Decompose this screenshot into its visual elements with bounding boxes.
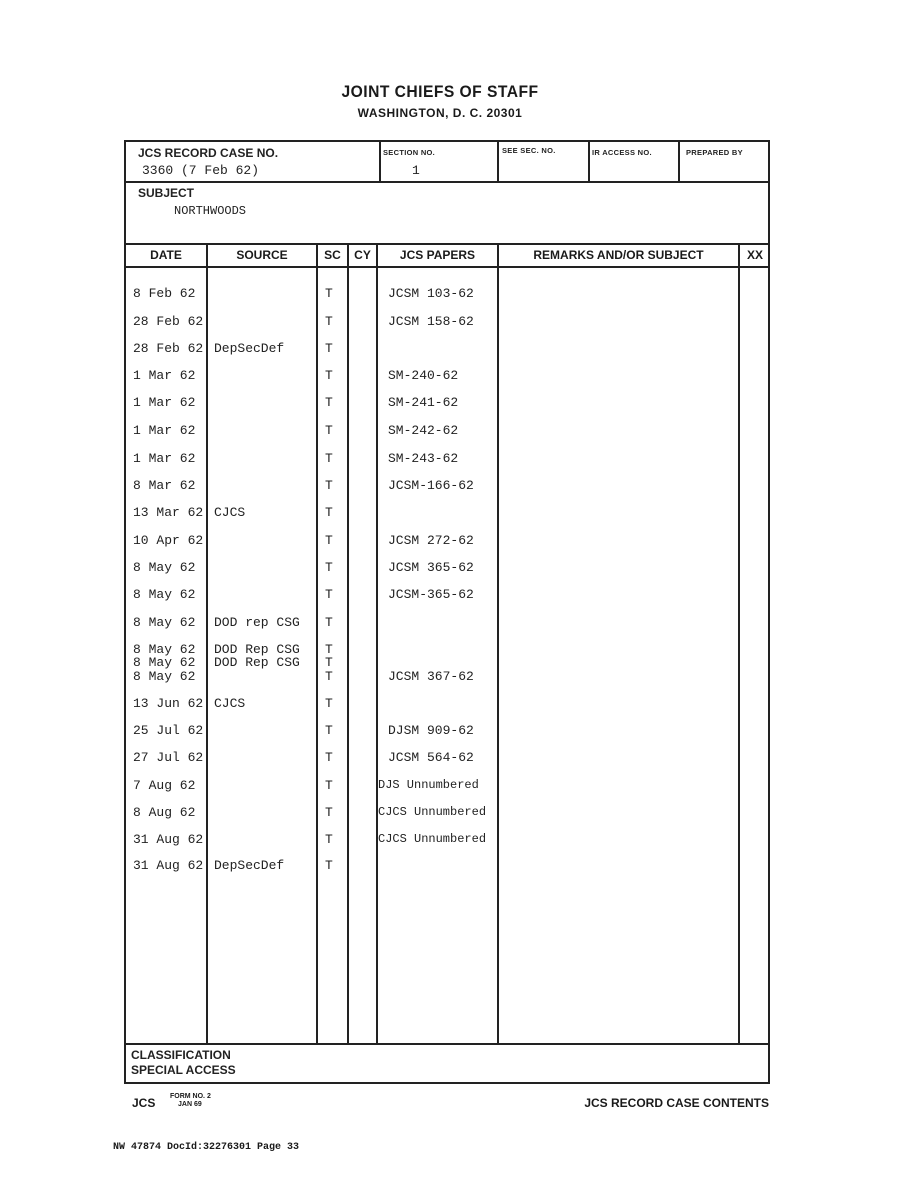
footer-form-number bbox=[170, 1093, 211, 1109]
row-date: 28 Feb 62 bbox=[133, 341, 204, 356]
row-date: 1 Mar 62 bbox=[133, 451, 196, 466]
section-label: SECTION NO. bbox=[383, 148, 436, 157]
col-header-sc: SC bbox=[324, 248, 341, 262]
col-header-xx: XX bbox=[746, 248, 763, 262]
row-paper: CJCS Unnumbered bbox=[378, 832, 487, 846]
row-paper: JCSM 564-62 bbox=[388, 750, 474, 765]
row-sc: T bbox=[325, 858, 333, 873]
section-value: 1 bbox=[412, 163, 420, 178]
row-sc: T bbox=[325, 286, 333, 301]
row-paper: DJS Unnumbered bbox=[378, 778, 479, 792]
col-divider-source bbox=[206, 243, 208, 1043]
row-date: 1 Mar 62 bbox=[133, 395, 196, 410]
row-sc: T bbox=[325, 314, 333, 329]
row-sc: T bbox=[325, 505, 333, 520]
document-id: NW 47874 DocId:32276301 Page 33 bbox=[113, 1142, 300, 1153]
classification-label: CLASSIFICATION bbox=[131, 1048, 231, 1062]
col-header-cy: CY bbox=[354, 248, 371, 262]
divider-see-sec bbox=[497, 140, 499, 182]
row-sc: T bbox=[325, 423, 333, 438]
divider-col-header-bottom bbox=[124, 266, 770, 268]
row-sc: T bbox=[325, 615, 333, 630]
row-sc: T bbox=[325, 368, 333, 383]
row-date: 8 May 62 bbox=[133, 669, 196, 684]
divider-section bbox=[379, 140, 381, 182]
row-paper: SM-243-62 bbox=[388, 451, 459, 466]
case-no-label: JCS RECORD CASE NO. bbox=[138, 146, 279, 160]
special-access-label: SPECIAL ACCESS bbox=[131, 1063, 236, 1077]
row-date: 27 Jul 62 bbox=[133, 750, 204, 765]
row-sc: T bbox=[325, 560, 333, 575]
row-paper: JCSM-166-62 bbox=[388, 478, 474, 493]
subject-value: NORTHWOODS bbox=[174, 204, 247, 218]
row-source: DOD Rep CSG bbox=[214, 642, 300, 657]
row-paper: CJCS Unnumbered bbox=[378, 805, 487, 819]
case-no-value: 3360 (7 Feb 62) bbox=[142, 163, 260, 178]
row-date: 1 Mar 62 bbox=[133, 368, 196, 383]
row-paper: JCSM 272-62 bbox=[388, 533, 474, 548]
col-header-source: SOURCE bbox=[236, 248, 288, 262]
footer-form-date: JAN 69 bbox=[178, 1101, 202, 1108]
row-sc: T bbox=[325, 696, 333, 711]
record-form bbox=[124, 140, 770, 1084]
row-paper: SM-241-62 bbox=[388, 395, 459, 410]
col-divider-papers bbox=[376, 243, 378, 1043]
row-sc: T bbox=[325, 805, 333, 820]
col-header-papers: JCS PAPERS bbox=[399, 248, 476, 262]
row-date: 1 Mar 62 bbox=[133, 423, 196, 438]
agency-address: WASHINGTON, D. C. 20301 bbox=[357, 106, 523, 120]
row-date: 8 May 62 bbox=[133, 560, 196, 575]
row-date: 8 Aug 62 bbox=[133, 805, 196, 820]
row-date: 10 Apr 62 bbox=[133, 533, 204, 548]
row-source: DepSecDef bbox=[214, 858, 285, 873]
row-paper: JCSM-365-62 bbox=[388, 587, 474, 602]
row-date: 8 May 62 bbox=[133, 615, 196, 630]
row-sc: T bbox=[325, 533, 333, 548]
row-sc: T bbox=[325, 478, 333, 493]
row-date: 31 Aug 62 bbox=[133, 832, 204, 847]
footer-form-no: FORM NO. 2 bbox=[170, 1093, 211, 1100]
access-no-label: IR ACCESS NO. bbox=[592, 148, 652, 157]
footer-jcs: JCS bbox=[132, 1096, 156, 1110]
row-date: 7 Aug 62 bbox=[133, 778, 196, 793]
row-date: 8 Feb 62 bbox=[133, 286, 196, 301]
col-divider-sc bbox=[316, 243, 318, 1043]
row-sc: T bbox=[325, 655, 333, 670]
row-sc: T bbox=[325, 832, 333, 847]
divider-col-header-top bbox=[124, 243, 770, 245]
row-source: CJCS bbox=[214, 696, 246, 711]
divider-access bbox=[588, 140, 590, 182]
footer-contents: JCS RECORD CASE CONTENTS bbox=[584, 1096, 769, 1110]
row-date: 8 Mar 62 bbox=[133, 478, 196, 493]
row-source: DOD Rep CSG bbox=[214, 655, 300, 670]
row-paper: SM-242-62 bbox=[388, 423, 459, 438]
row-sc: T bbox=[325, 395, 333, 410]
row-date: 13 Mar 62 bbox=[133, 505, 204, 520]
row-sc: T bbox=[325, 587, 333, 602]
col-divider-cy bbox=[347, 243, 349, 1043]
row-source: CJCS bbox=[214, 505, 246, 520]
row-sc: T bbox=[325, 341, 333, 356]
row-date: 31 Aug 62 bbox=[133, 858, 204, 873]
row-date: 13 Jun 62 bbox=[133, 696, 204, 711]
col-divider-xx bbox=[738, 243, 740, 1043]
row-date: 8 May 62 bbox=[133, 642, 196, 657]
row-source: DepSecDef bbox=[214, 341, 285, 356]
see-sec-label: SEE SEC. NO. bbox=[502, 146, 556, 155]
row-date: 8 May 62 bbox=[133, 655, 196, 670]
row-sc: T bbox=[325, 642, 333, 657]
agency-title: JOINT CHIEFS OF STAFF bbox=[341, 82, 539, 101]
row-paper: JCSM 367-62 bbox=[388, 669, 474, 684]
row-paper: SM-240-62 bbox=[388, 368, 459, 383]
row-sc: T bbox=[325, 669, 333, 684]
row-source: DOD rep CSG bbox=[214, 615, 300, 630]
col-header-remarks: REMARKS AND/OR SUBJECT bbox=[533, 248, 704, 262]
row-paper: JCSM 365-62 bbox=[388, 560, 474, 575]
prepared-by-label: PREPARED BY bbox=[686, 148, 743, 157]
row-paper: JCSM 158-62 bbox=[388, 314, 474, 329]
col-header-date: DATE bbox=[150, 248, 182, 262]
divider-top-row bbox=[124, 181, 770, 183]
row-sc: T bbox=[325, 750, 333, 765]
row-paper: DJSM 909-62 bbox=[388, 723, 474, 738]
row-sc: T bbox=[325, 778, 333, 793]
row-date: 8 May 62 bbox=[133, 587, 196, 602]
row-sc: T bbox=[325, 723, 333, 738]
row-date: 28 Feb 62 bbox=[133, 314, 204, 329]
row-sc: T bbox=[325, 451, 333, 466]
row-date: 25 Jul 62 bbox=[133, 723, 204, 738]
divider-prepared bbox=[678, 140, 680, 182]
subject-label: SUBJECT bbox=[138, 186, 195, 200]
row-paper: JCSM 103-62 bbox=[388, 286, 474, 301]
col-divider-remarks bbox=[497, 243, 499, 1043]
divider-classification bbox=[124, 1043, 770, 1045]
